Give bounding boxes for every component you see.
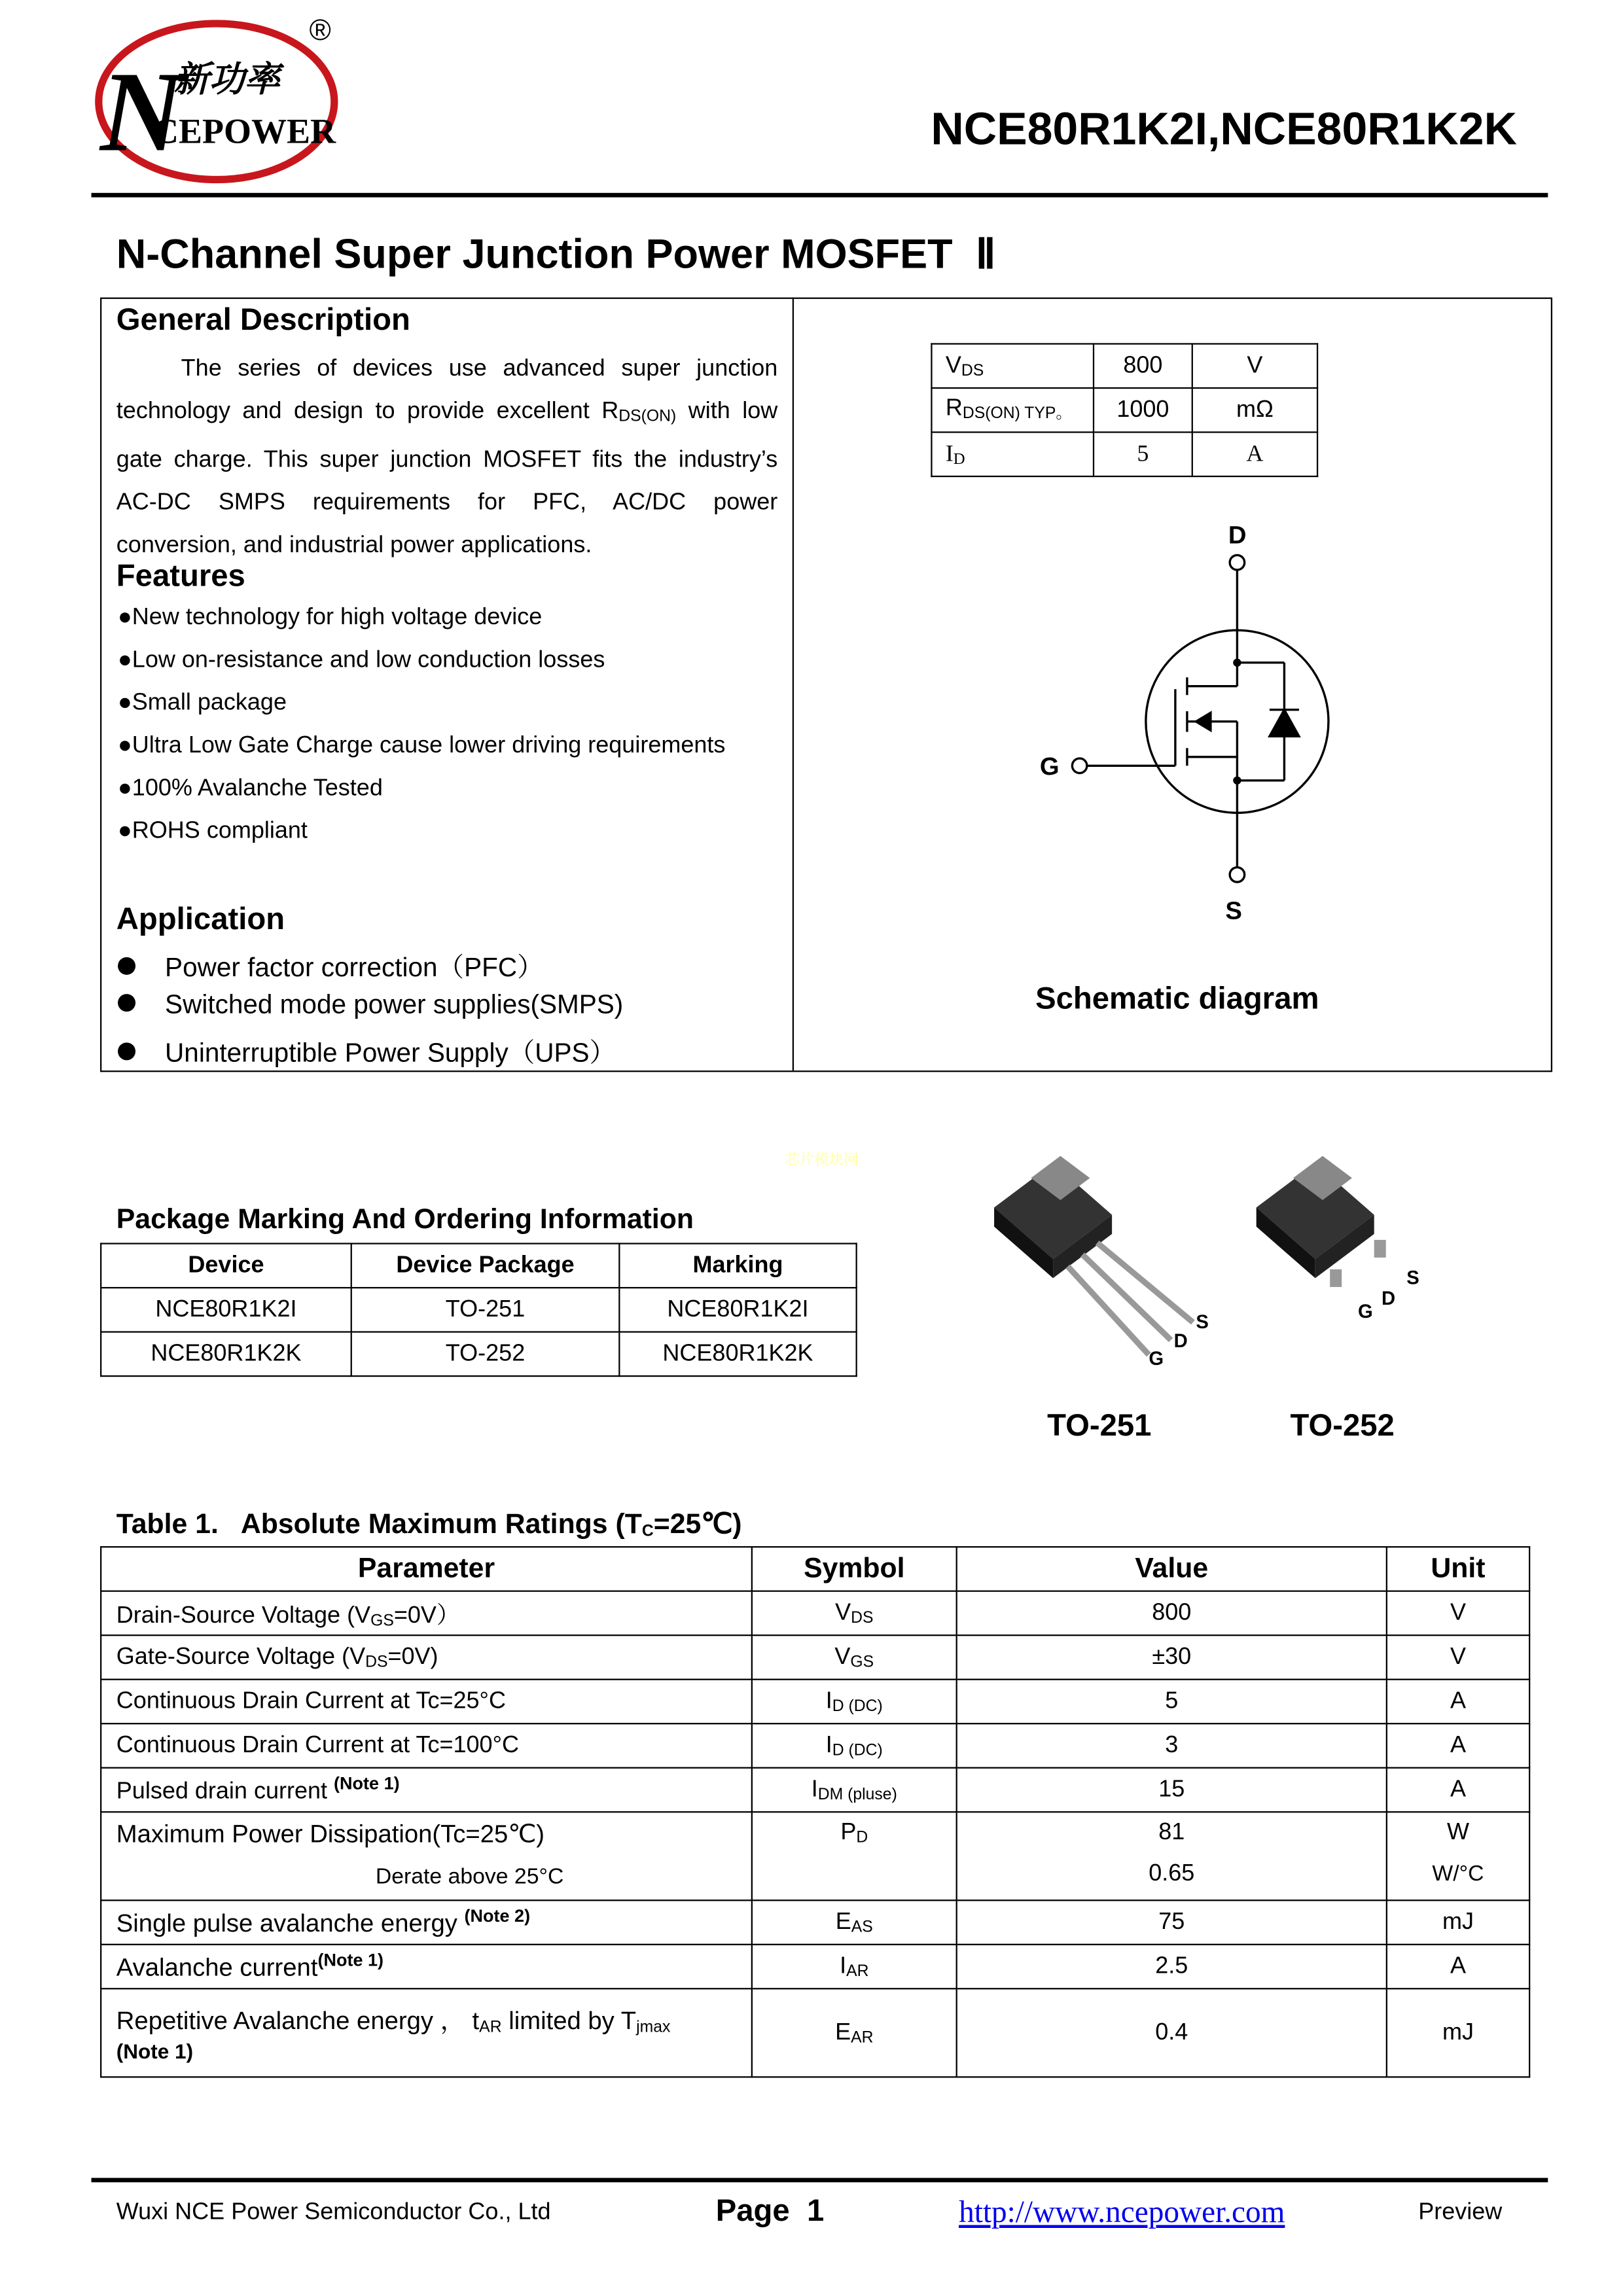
parameter-cell: Single pulse avalanche energy $^{(Note 2)}$ (101, 1900, 752, 1945)
table-row (101, 1723, 1529, 1768)
box-divider (793, 298, 794, 1071)
parameter-cell: Gate-Source Voltage $(V_{DS}=0V)$ (101, 1635, 752, 1680)
table-row (101, 1680, 1529, 1724)
cell: NCE80R1K2I (619, 1288, 856, 1332)
table-row (931, 388, 1317, 433)
footer-website-link[interactable]: http://www.ncepower.com (959, 2194, 1285, 2230)
svg-text:新功率: 新功率 (173, 60, 280, 99)
cell: TO-251 (351, 1288, 620, 1332)
footer-company: Wuxi NCE Power Semiconductor Co., Ltd (116, 2200, 551, 2225)
registered-mark: ® (309, 14, 331, 48)
value-cell: 2.5 (957, 1945, 1387, 1989)
parameter-cell: Continuous Drain Current at Tc=25°C (101, 1680, 752, 1724)
value-cell: 75 (957, 1900, 1387, 1945)
header-rule (92, 193, 1548, 198)
cell: NCE80R1K2K (619, 1332, 856, 1377)
unit-cell: A (1387, 1945, 1529, 1989)
general-heading: General Description (116, 303, 410, 338)
symbol-cell: $V_{DS}$ (752, 1591, 957, 1636)
spec-value: 1000 (1094, 388, 1192, 433)
unit-cell: A (1387, 1768, 1529, 1812)
table-row (101, 1288, 857, 1332)
value-cell: 81 0.65 (957, 1812, 1387, 1900)
table-row (101, 1945, 1529, 1989)
cell: NCE80R1K2K (101, 1332, 351, 1377)
table-row (101, 1635, 1529, 1680)
parameter-cell: Maximum Power Dissipation(Tc=25℃) Derate above 25°C (101, 1812, 752, 1900)
table-row (931, 433, 1317, 477)
symbol-cell: $I_{AR}$ (752, 1945, 957, 1989)
svg-text:G: G (1149, 1349, 1164, 1369)
symbol-cell: $E_{AR}$ (752, 1988, 957, 2077)
value-cell: 15 (957, 1768, 1387, 1812)
application-heading: Application (116, 902, 285, 937)
unit-cell: W W/°C (1387, 1812, 1529, 1900)
unit-cell: mJ (1387, 1900, 1529, 1945)
spec-symbol: $I_D$ (931, 433, 1094, 477)
feature-item: ●New technology for high voltage device (118, 605, 543, 631)
application-item: Power factor correction（PFC） (118, 947, 544, 985)
col-header: Symbol (752, 1547, 957, 1591)
feature-item: ●Small package (118, 690, 287, 716)
parameter-cell: Avalanche current$^{(Note 1)}$ (101, 1945, 752, 1989)
svg-text:S: S (1406, 1267, 1419, 1289)
table-row (101, 1812, 1529, 1900)
table-row (101, 1591, 1529, 1636)
svg-text:G: G (1039, 752, 1060, 781)
value-cell: 3 (957, 1723, 1387, 1768)
cell: NCE80R1K2I (101, 1288, 351, 1332)
value-cell: 0.4 (957, 1988, 1387, 2077)
schematic-caption: Schematic diagram (1035, 982, 1319, 1016)
symbol-cell: $I_{D (DC)}$ (752, 1723, 957, 1768)
unit-cell: mJ (1387, 1988, 1529, 2077)
cell: TO-252 (351, 1332, 620, 1377)
parameter-cell: Continuous Drain Current at Tc=100°C (101, 1723, 752, 1768)
value-cell: 800 (957, 1591, 1387, 1636)
unit-cell: V (1387, 1635, 1529, 1680)
key-specs-table (931, 343, 1318, 477)
parameter-cell: Drain-Source Voltage $(V_{GS}=0V)$ (101, 1591, 752, 1636)
svg-text:G: G (1357, 1301, 1373, 1323)
unit-cell: A (1387, 1680, 1529, 1724)
unit-cell: A (1387, 1723, 1529, 1768)
svg-text:N: N (100, 48, 183, 175)
svg-text:D: D (1173, 1331, 1188, 1352)
absolute-max-ratings-table (100, 1546, 1530, 2077)
feature-item: ●Low on-resistance and low conduction losses (118, 648, 605, 673)
table-row (101, 1988, 1529, 2077)
to251-package-image (987, 1148, 1222, 1369)
value-cell: ±30 (957, 1635, 1387, 1680)
table-row (101, 1332, 857, 1377)
symbol-cell: $I_{DM (pluse)}$ (752, 1768, 957, 1812)
footer-status: Preview (1418, 2200, 1503, 2225)
spec-unit: A (1192, 433, 1317, 477)
subtitle: N-Channel Super Junction Power MOSFET Ⅱ (116, 231, 996, 277)
col-header: Unit (1387, 1547, 1529, 1591)
to252-label: TO-252 (1290, 1409, 1395, 1443)
symbol-cell: $V_{GS}$ (752, 1635, 957, 1680)
col-header: Value (957, 1547, 1387, 1591)
feature-item: ●100% Avalanche Tested (118, 776, 383, 802)
application-item: Uninterruptible Power Supply（UPS） (118, 1033, 616, 1071)
value-cell: 5 (957, 1680, 1387, 1724)
parameter-cell: Repetitive Avalanche energy ， $t_{AR}$ limited by $T_{jmax}$ (Note 1) (101, 1988, 752, 2077)
svg-text:D: D (1228, 521, 1247, 550)
bullet-icon (118, 1042, 135, 1060)
application-item: Switched mode power supplies(SMPS) (118, 989, 623, 1020)
table1-title: Table 1. Absolute Maximum Ratings $(T_C=25℃)$ (116, 1509, 742, 1541)
general-description: The series of devices use advanced super junction technology and design to provide excellent $R_{DS(ON)}$ with low gate charge. This super junction MOSFET fits the industry’s AC-DC SMPS requirements for PFC, AC/DC power conversion, and industrial power applications. (116, 356, 778, 558)
symbol-cell: $I_{D (DC)}$ (752, 1680, 957, 1724)
footer-rule (92, 2178, 1548, 2182)
col-header: Marking (619, 1244, 856, 1288)
spec-value: 800 (1094, 344, 1192, 388)
svg-text:CEPOWER: CEPOWER (153, 111, 336, 151)
footer-page: Page 1 (715, 2194, 825, 2229)
watermark: 芯片模块网 (785, 1153, 859, 1169)
symbol-cell: $P_D$ (752, 1812, 957, 1900)
col-header: Device (101, 1244, 351, 1288)
to251-label: TO-251 (1047, 1409, 1152, 1443)
parameter-cell: Pulsed drain current $^{(Note 1)}$ (101, 1768, 752, 1812)
part-numbers: NCE80R1K2I,NCE80R1K2K (931, 103, 1518, 155)
col-header: Device Package (351, 1244, 620, 1288)
features-heading: Features (116, 559, 245, 593)
spec-unit: mΩ (1192, 388, 1317, 433)
unit-cell: V (1387, 1591, 1529, 1636)
logo (92, 15, 342, 189)
spec-symbol: $V_{DS}$ (931, 344, 1094, 388)
package-heading: Package Marking And Ordering Information (116, 1204, 694, 1236)
mosfet-schematic (1031, 516, 1355, 928)
table-row (101, 1900, 1529, 1945)
svg-text:D: D (1381, 1288, 1396, 1309)
svg-text:S: S (1225, 896, 1242, 925)
bullet-icon (118, 994, 135, 1012)
feature-item: ●ROHS compliant (118, 819, 308, 844)
spec-value: 5 (1094, 433, 1192, 477)
spec-symbol: $R_{DS(ON) TYP。}$ (931, 388, 1094, 433)
svg-text:S: S (1196, 1311, 1209, 1333)
spec-unit: V (1192, 344, 1317, 388)
bullet-icon (118, 957, 135, 975)
table-row (931, 344, 1317, 388)
to252-package-image (1249, 1148, 1440, 1325)
table-row (101, 1768, 1529, 1812)
symbol-cell: $E_{AS}$ (752, 1900, 957, 1945)
package-table (100, 1243, 857, 1377)
feature-item: ●Ultra Low Gate Charge cause lower driving requirements (118, 733, 726, 759)
col-header: Parameter (101, 1547, 752, 1591)
